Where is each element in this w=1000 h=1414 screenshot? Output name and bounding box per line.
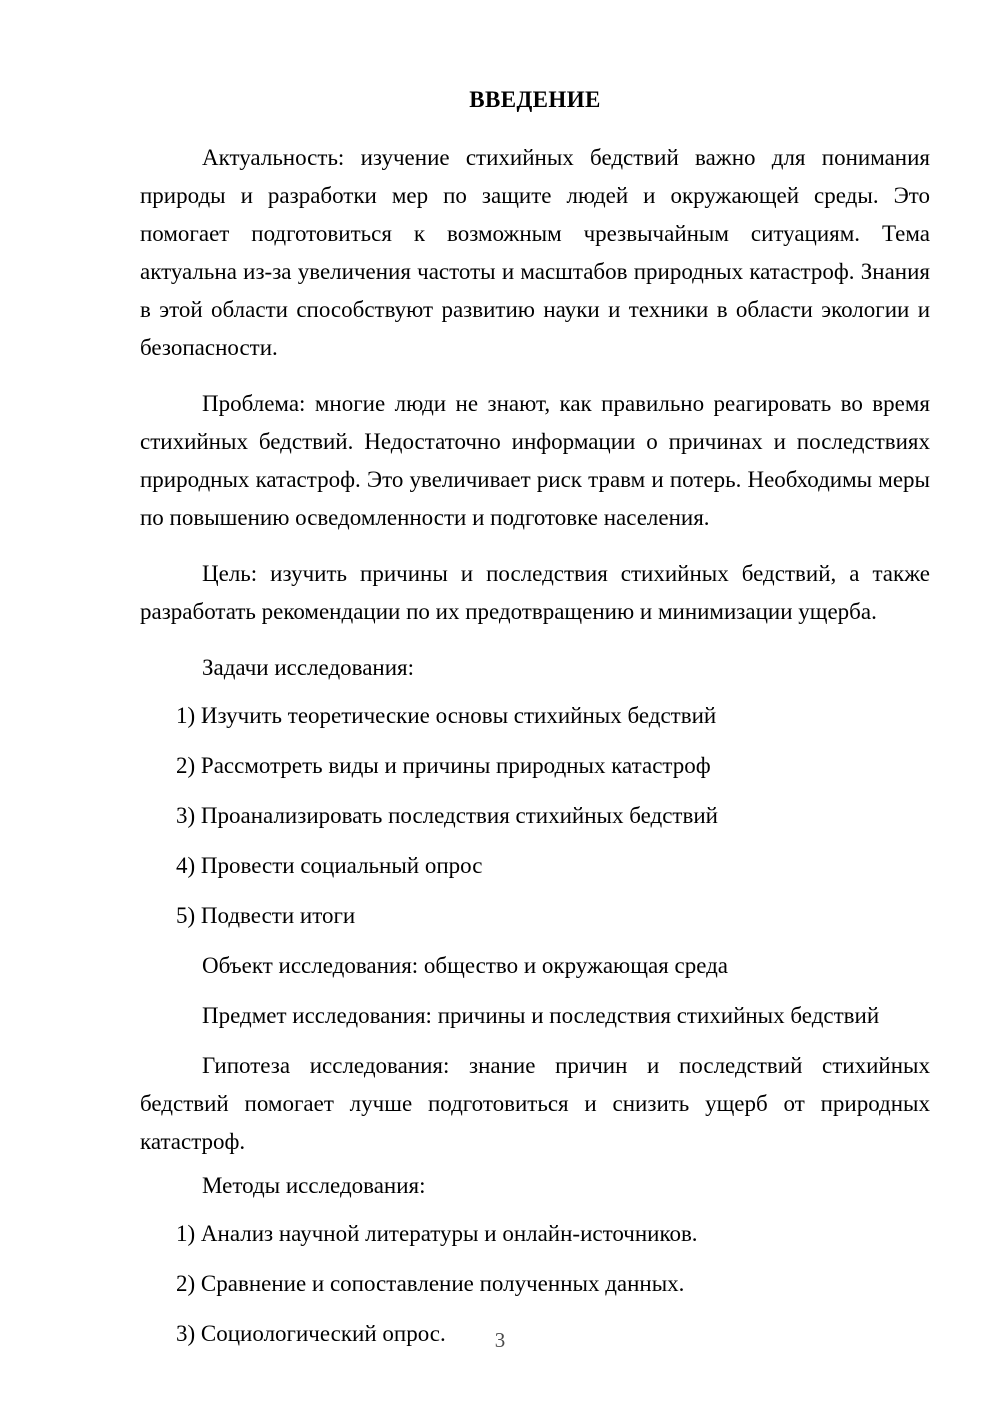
- list-item: 3) Проанализировать последствия стихийных бедствий: [176, 802, 718, 828]
- page-number: 3: [494, 1328, 506, 1352]
- paragraph-relevance: Актуальность: изучение стихийных бедствий важно для понимания природы и разработки мер по защите людей и окружающей среды. Это помогает подготовиться к возможным чрезвычайным ситуациям. Тема актуальна из-за увеличения частоты и масштабов природных катастроф. Знания в этой области способствуют развитию науки и техники в области экологии и безопасности.: [140, 144, 930, 360]
- list-item: 1) Анализ научной литературы и онлайн-источников.: [176, 1220, 698, 1246]
- tasks-list: [140, 697, 930, 935]
- paragraph-subject: Предмет исследования: причины и последствия стихийных бедствий: [202, 1002, 880, 1028]
- methods-heading: Методы исследования:: [202, 1172, 426, 1198]
- list-item: 1) Изучить теоретические основы стихийных бедствий: [176, 702, 717, 728]
- page-title: ВВЕДЕНИЕ: [469, 87, 601, 112]
- tasks-heading: Задачи исследования:: [202, 654, 415, 680]
- paragraph-goal: Цель: изучить причины и последствия стихийных бедствий, а также разработать рекомендации по их предотвращению и минимизации ущерба.: [140, 560, 930, 624]
- list-item: 3) Социологический опрос.: [176, 1320, 446, 1346]
- list-item: 5) Подвести итоги: [176, 902, 356, 928]
- paragraph-hypothesis: Гипотеза исследования: знание причин и последствий стихийных бедствий помогает лучше подготовиться и снизить ущерб от природных катастроф.: [140, 1052, 930, 1154]
- paragraph-object: Объект исследования: общество и окружающая среда: [202, 952, 729, 978]
- document-body: [140, 86, 930, 1365]
- list-item: 4) Провести социальный опрос: [176, 852, 483, 878]
- list-item: 2) Рассмотреть виды и причины природных катастроф: [176, 752, 711, 778]
- paragraph-problem: Проблема: многие люди не знают, как правильно реагировать во время стихийных бедствий. Недостаточно информации о причинах и последствиях природных катастроф. Это увеличивает риск травм и потерь. Необходимы меры по повышению осведомленности и подготовке населения.: [140, 390, 930, 530]
- list-item: 2) Сравнение и сопоставление полученных данных.: [176, 1270, 685, 1296]
